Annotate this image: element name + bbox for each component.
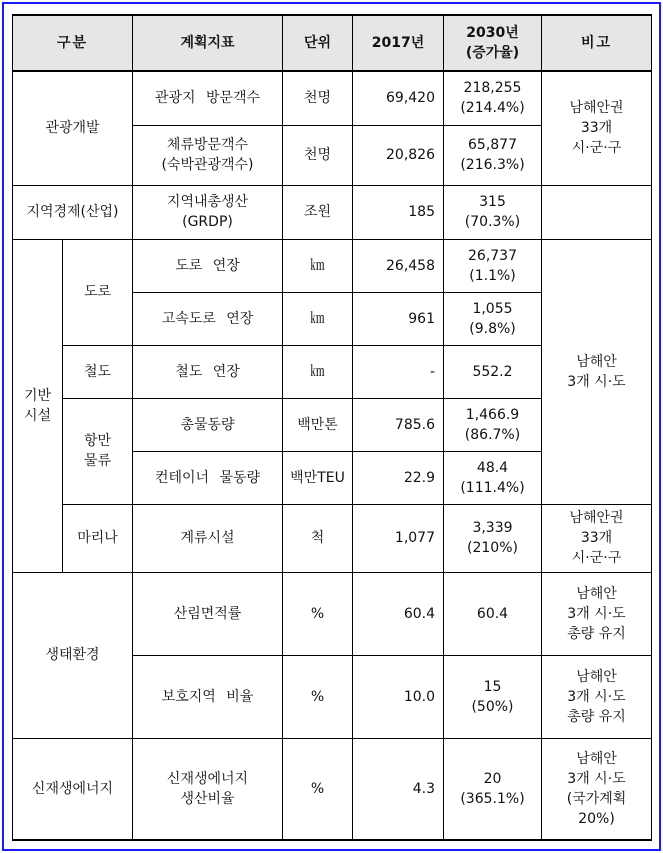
value-2030-cell <box>444 345 542 398</box>
unit-cell: ㎞ <box>283 239 353 292</box>
plan-indicator-table <box>12 14 652 841</box>
unit-cell: % <box>283 655 353 738</box>
unit-cell: % <box>283 572 353 655</box>
remarks-protect <box>542 655 652 738</box>
indicator-cell <box>133 738 283 840</box>
category-line: 항만 <box>83 433 112 449</box>
value-2017-cell: 22.9 <box>353 451 444 504</box>
subcategory-marina: 마리나 <box>63 504 133 572</box>
category-infra <box>13 239 63 572</box>
category-energy: 신재생에너지 <box>13 738 133 840</box>
subcategory-rail: 철도 <box>63 345 133 398</box>
remark-line: 남해안 <box>576 668 617 685</box>
remark-line: 20%) <box>578 810 615 827</box>
header-category: 구분 <box>13 15 133 71</box>
table-row <box>13 572 652 655</box>
growth-rate: (210%) <box>467 540 518 556</box>
value-2030-cell <box>444 738 542 840</box>
remark-line: 3개 시·도 <box>567 688 626 705</box>
unit-cell: 척 <box>283 504 353 572</box>
value-2030: 552.2 <box>472 363 513 380</box>
remark-line: 3개 시·도 <box>567 605 626 622</box>
value-2030: 1,055 <box>472 300 513 317</box>
remark-line: 시·군·구 <box>571 550 622 566</box>
value-2030-cell <box>444 655 542 738</box>
remark-line: 남해안 <box>576 585 617 602</box>
remark-line: 33개 <box>580 120 613 137</box>
value-2030-cell <box>444 125 542 185</box>
category-line: 시설 <box>23 407 52 424</box>
category-line: 기반 <box>23 387 52 404</box>
value-2030: 20 <box>483 770 502 787</box>
header-unit: 단위 <box>283 15 353 71</box>
header-2030 <box>444 15 542 71</box>
unit-cell: 백만TEU <box>283 451 353 504</box>
value-2017-cell: 1,077 <box>353 504 444 572</box>
value-2030-cell <box>444 451 542 504</box>
growth-rate: (1.1%) <box>469 267 516 284</box>
indicator-cell: 철도 연장 <box>133 345 283 398</box>
remarks-infra <box>542 239 652 504</box>
remark-line: 남해안 <box>576 750 617 767</box>
header-remarks: 비고 <box>542 15 652 71</box>
remarks-forest <box>542 572 652 655</box>
remarks-empty <box>542 185 652 239</box>
indicator-cell: 보호지역 비율 <box>133 655 283 738</box>
indicator-line: 지역내총생산 <box>166 194 249 210</box>
remark-line: 3개 시·도 <box>567 373 626 390</box>
value-2017-cell: 26,458 <box>353 239 444 292</box>
indicator-cell: 총물동량 <box>133 398 283 451</box>
value-2030: 48.4 <box>476 459 509 476</box>
indicator-cell: 컨테이너 물동량 <box>133 451 283 504</box>
indicator-cell <box>133 185 283 239</box>
header-row <box>13 15 652 71</box>
growth-rate: (50%) <box>471 698 514 715</box>
indicator-line: 생산비율 <box>180 790 235 807</box>
value-2030-cell <box>444 239 542 292</box>
indicator-line: 체류방문객수 <box>166 137 249 153</box>
subcategory-road: 도로 <box>63 239 133 345</box>
remark-line: 남해안권 <box>569 510 624 526</box>
growth-rate: (365.1%) <box>460 790 525 807</box>
header-2030-growth: (증가율) <box>465 45 520 61</box>
remarks-marina <box>542 504 652 572</box>
unit-cell: 조원 <box>283 185 353 239</box>
value-2017-cell: 20,826 <box>353 125 444 185</box>
unit-cell: ㎞ <box>283 292 353 345</box>
growth-rate: (70.3%) <box>464 214 521 230</box>
unit-cell: % <box>283 738 353 840</box>
value-2017-cell: 785.6 <box>353 398 444 451</box>
value-2030: 65,877 <box>468 137 517 153</box>
value-2030: 218,255 <box>463 80 522 97</box>
table-row <box>13 738 652 840</box>
category-line: 물류 <box>83 453 112 469</box>
remark-line: 시·군·구 <box>571 140 622 157</box>
value-2017-cell: - <box>353 345 444 398</box>
subcategory-port <box>63 398 133 504</box>
remark-line: 총량 유지 <box>567 708 626 725</box>
category-eco: 생태환경 <box>13 572 133 738</box>
indicator-cell: 계류시설 <box>133 504 283 572</box>
indicator-cell: 도로 연장 <box>133 239 283 292</box>
remarks-tourism <box>542 71 652 185</box>
indicator-cell: 산림면적률 <box>133 572 283 655</box>
growth-rate: (111.4%) <box>460 479 525 496</box>
value-2017-cell: 10.0 <box>353 655 444 738</box>
value-2017-cell: 4.3 <box>353 738 444 840</box>
value-2030: 15 <box>483 678 502 695</box>
remark-line: 33개 <box>580 530 613 546</box>
value-2030-cell <box>444 292 542 345</box>
unit-cell: 천명 <box>283 125 353 185</box>
value-2017-cell: 961 <box>353 292 444 345</box>
header-2030-year: 2030년 <box>466 25 519 41</box>
unit-cell: 백만톤 <box>283 398 353 451</box>
value-2017-cell: 185 <box>353 185 444 239</box>
value-2030: 60.4 <box>476 605 509 622</box>
value-2030: 26,737 <box>468 247 517 264</box>
remarks-energy <box>542 738 652 840</box>
table-row <box>13 239 652 292</box>
growth-rate: (216.3%) <box>460 157 525 173</box>
unit-cell: ㎞ <box>283 345 353 398</box>
remark-line: 남해안권 <box>569 100 624 117</box>
remark-line: 남해안 <box>576 353 617 370</box>
value-2017-cell: 69,420 <box>353 71 444 125</box>
category-tourism: 관광개발 <box>13 71 133 185</box>
growth-rate: (9.8%) <box>469 320 516 337</box>
growth-rate: (214.4%) <box>460 100 525 117</box>
value-2030: 1,466.9 <box>465 406 520 423</box>
header-2017: 2017년 <box>353 15 444 71</box>
value-2030-cell <box>444 572 542 655</box>
growth-rate: (86.7%) <box>464 426 521 443</box>
indicator-line: (GRDP) <box>182 214 233 230</box>
unit-cell: 천명 <box>283 71 353 125</box>
header-indicator: 계획지표 <box>133 15 283 71</box>
value-2017-cell: 60.4 <box>353 572 444 655</box>
table-row <box>13 185 652 239</box>
table-row <box>13 504 652 572</box>
indicator-line: 신재생에너지 <box>166 770 249 787</box>
value-2030-cell <box>444 71 542 125</box>
value-2030-cell <box>444 185 542 239</box>
indicator-cell <box>133 125 283 185</box>
category-economy: 지역경제(산업) <box>13 185 133 239</box>
indicator-cell: 고속도로 연장 <box>133 292 283 345</box>
value-2030-cell <box>444 504 542 572</box>
value-2030: 315 <box>479 194 506 210</box>
table-row <box>13 71 652 125</box>
indicator-cell: 관광지 방문객수 <box>133 71 283 125</box>
value-2030: 3,339 <box>472 520 513 536</box>
remark-line: 3개 시·도 <box>567 770 626 787</box>
value-2030-cell <box>444 398 542 451</box>
remark-line: (국가계획 <box>566 790 627 807</box>
indicator-line: (숙박관광객수) <box>161 157 254 173</box>
remark-line: 총량 유지 <box>567 625 626 642</box>
